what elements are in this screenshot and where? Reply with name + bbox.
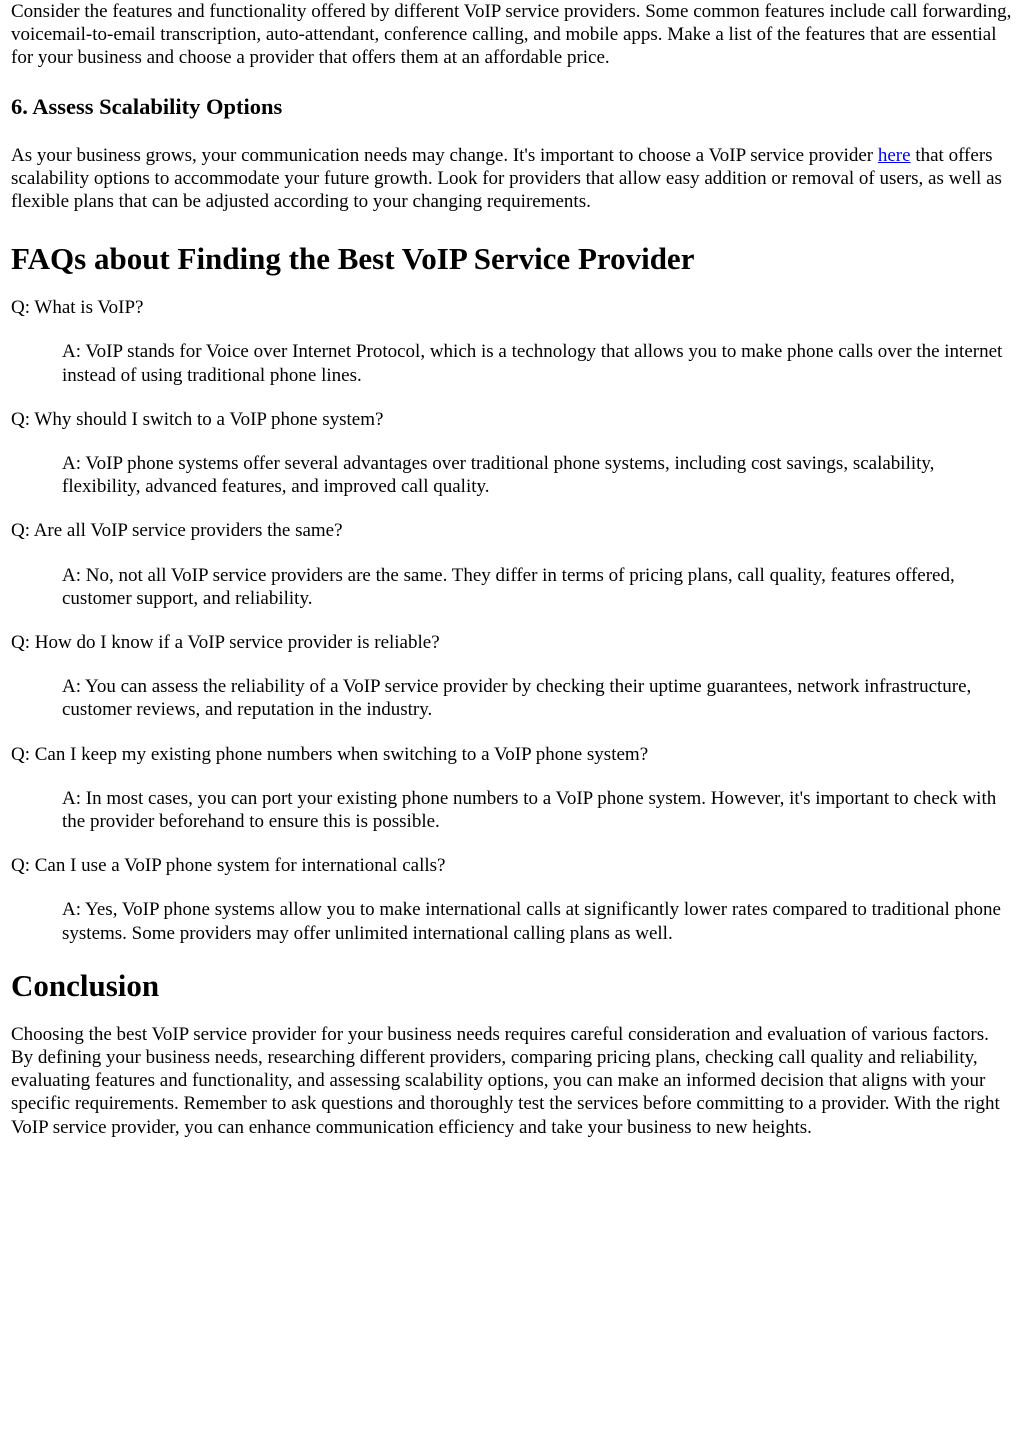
faq-question: Q: How do I know if a VoIP service provider is reliable? bbox=[11, 632, 440, 654]
faq-answer: A: VoIP stands for Voice over Internet Protocol, which is a technology that allows you to make phone calls over the internet instead of using traditional phone lines. bbox=[62, 341, 1003, 386]
faq-question: Q: Can I use a VoIP phone system for international calls? bbox=[11, 855, 446, 877]
faq-question: Q: Why should I switch to a VoIP phone system? bbox=[11, 408, 384, 430]
here-link[interactable]: here bbox=[877, 144, 911, 166]
faq-answer: A: In most cases, you can port your existing phone numbers to a VoIP phone system. However, it's important to check with the provider beforehand to ensure this is possible. bbox=[62, 787, 997, 833]
conclusion-heading: Conclusion bbox=[11, 967, 160, 1003]
faq-answer: A: VoIP phone systems offer several advantages over traditional phone systems, including cost savings, scalability, flexibility, advanced features, and improved call quality. bbox=[62, 453, 935, 498]
scalability-heading: 6. Assess Scalability Options bbox=[11, 93, 283, 119]
faq-answer: A: You can assess the reliability of a VoIP service provider by checking their uptime guarantees, network infrastructure, customer reviews, and reputation in the industry. bbox=[62, 676, 972, 721]
faq-question: Q: Can I keep my existing phone numbers when switching to a VoIP phone system? bbox=[11, 743, 649, 765]
faqs-heading: FAQs about Finding the Best VoIP Service Provider bbox=[11, 241, 695, 277]
features-paragraph: Consider the features and functionality offered by different VoIP service providers. Some common features include call forwarding, voicemail-to-email transcription, auto-attendant, conference calling, and mobile apps. Make a list of the features that are essential for your business and choose a provider that offers them at an affordable price. bbox=[11, 1, 1012, 69]
conclusion-paragraph: Choosing the best VoIP service provider for your business needs requires careful consideration and evaluation of various factors. By defining your business needs, researching different providers, comparing pricing plans, checking call quality and reliability, evaluating features and functionality, and assessing scalability options, you can make an informed decision that aligns with your specific requirements. Remember to ask questions and thoroughly test the services before committing to a provider. With the right VoIP service provider, you can enhance communication efficiency and take your business to new heights. bbox=[11, 1023, 1000, 1138]
scalability-text-after-link: that offers scalability options to accommodate your future growth. Look for providers that allow easy addition or removal of users, as well as flexible plans that can be adjusted according to your changing requirements. bbox=[11, 144, 1002, 213]
faq-question: Q: What is VoIP? bbox=[11, 297, 144, 319]
faq-list bbox=[11, 296, 1013, 945]
faq-answer: A: No, not all VoIP service providers are the same. They differ in terms of pricing plans, call quality, features offered, customer support, and reliability. bbox=[62, 564, 955, 609]
scalability-paragraph bbox=[11, 144, 1013, 214]
faq-answer: A: Yes, VoIP phone systems allow you to make international calls at significantly lower rates compared to traditional phone systems. Some providers may offer unlimited international calling plans as well. bbox=[62, 899, 1001, 944]
scalability-text-before-link: As your business grows, your communication needs may change. It's important to choose a VoIP service provider bbox=[11, 144, 878, 166]
faq-question: Q: Are all VoIP service providers the same? bbox=[11, 520, 343, 542]
